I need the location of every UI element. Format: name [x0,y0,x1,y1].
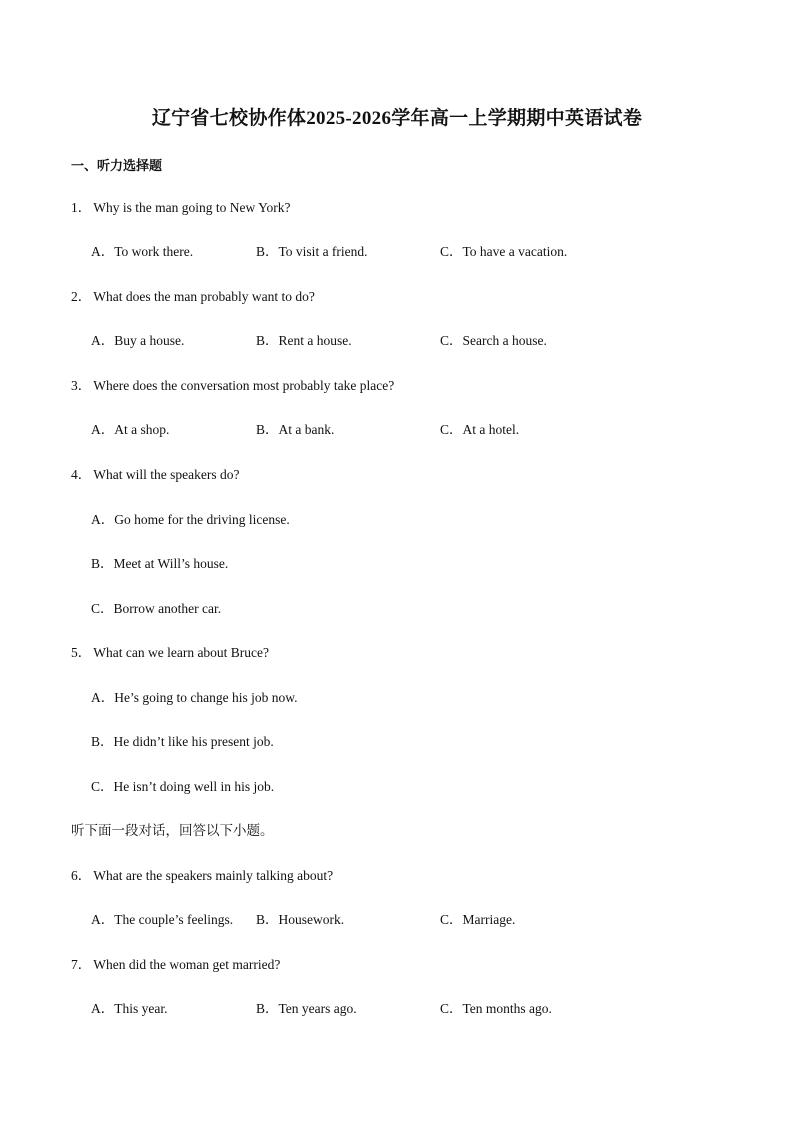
question-number: 1． [71,200,92,215]
question-4-option-a[interactable]: A．Go home for the driving license. [91,512,290,527]
question-1 [71,196,290,216]
question-text: Why is the man going to New York? [93,200,291,215]
question-number: 6． [71,868,92,883]
question-1-option-c[interactable]: C．To have a vacation. [440,244,568,259]
question-number: 2． [71,289,92,304]
question-1-option-b[interactable]: B．To visit a friend. [256,244,368,259]
question-6 [71,864,333,884]
question-5-option-a[interactable]: A．He’s going to change his job now. [91,690,298,705]
question-number: 5． [71,645,92,660]
question-5 [71,641,269,661]
question-2-option-b[interactable]: B．Rent a house. [256,333,352,348]
question-6-option-a[interactable]: A．The couple’s feelings. [91,912,234,927]
question-2-option-a[interactable]: A．Buy a house. [91,333,185,348]
question-text: What can we learn about Bruce? [93,645,270,660]
section-heading: 一、听力选择题 [71,159,163,174]
question-6-option-c[interactable]: C．Marriage. [440,912,516,927]
listening-instruction: 听下面一段对话，回答以下小题。 [71,823,274,839]
question-text: Where does the conversation most probably take place? [93,378,395,393]
question-2 [71,285,315,305]
question-text: What does the man probably want to do? [93,289,315,304]
question-7-option-c[interactable]: C．Ten months ago. [440,1001,552,1016]
question-3 [71,374,394,394]
question-6-option-b[interactable]: B．Housework. [256,912,345,927]
question-number: 4． [71,467,92,482]
question-5-option-c[interactable]: C．He isn’t doing well in his job. [91,779,275,794]
question-3-option-c[interactable]: C．At a hotel. [440,422,520,437]
question-3-option-a[interactable]: A．At a shop. [91,422,170,437]
question-text: What will the speakers do? [93,467,240,482]
question-number: 7． [71,957,92,972]
question-4-option-b[interactable]: B．Meet at Will’s house. [91,556,229,571]
question-3-option-b[interactable]: B．At a bank. [256,422,335,437]
question-text: When did the woman get married? [93,957,281,972]
question-7-option-b[interactable]: B．Ten years ago. [256,1001,357,1016]
question-5-option-b[interactable]: B．He didn’t like his present job. [91,734,274,749]
question-7 [71,953,280,973]
question-7-option-a[interactable]: A．This year. [91,1001,168,1016]
question-4 [71,463,239,483]
question-2-option-c[interactable]: C．Search a house. [440,333,547,348]
question-4-option-c[interactable]: C．Borrow another car. [91,601,222,616]
question-number: 3． [71,378,92,393]
question-text: What are the speakers mainly talking about? [93,868,334,883]
question-1-option-a[interactable]: A．To work there. [91,244,194,259]
page-title: 辽宁省七校协作体2025-2026学年高一上学期期中英语试卷 [151,108,643,129]
